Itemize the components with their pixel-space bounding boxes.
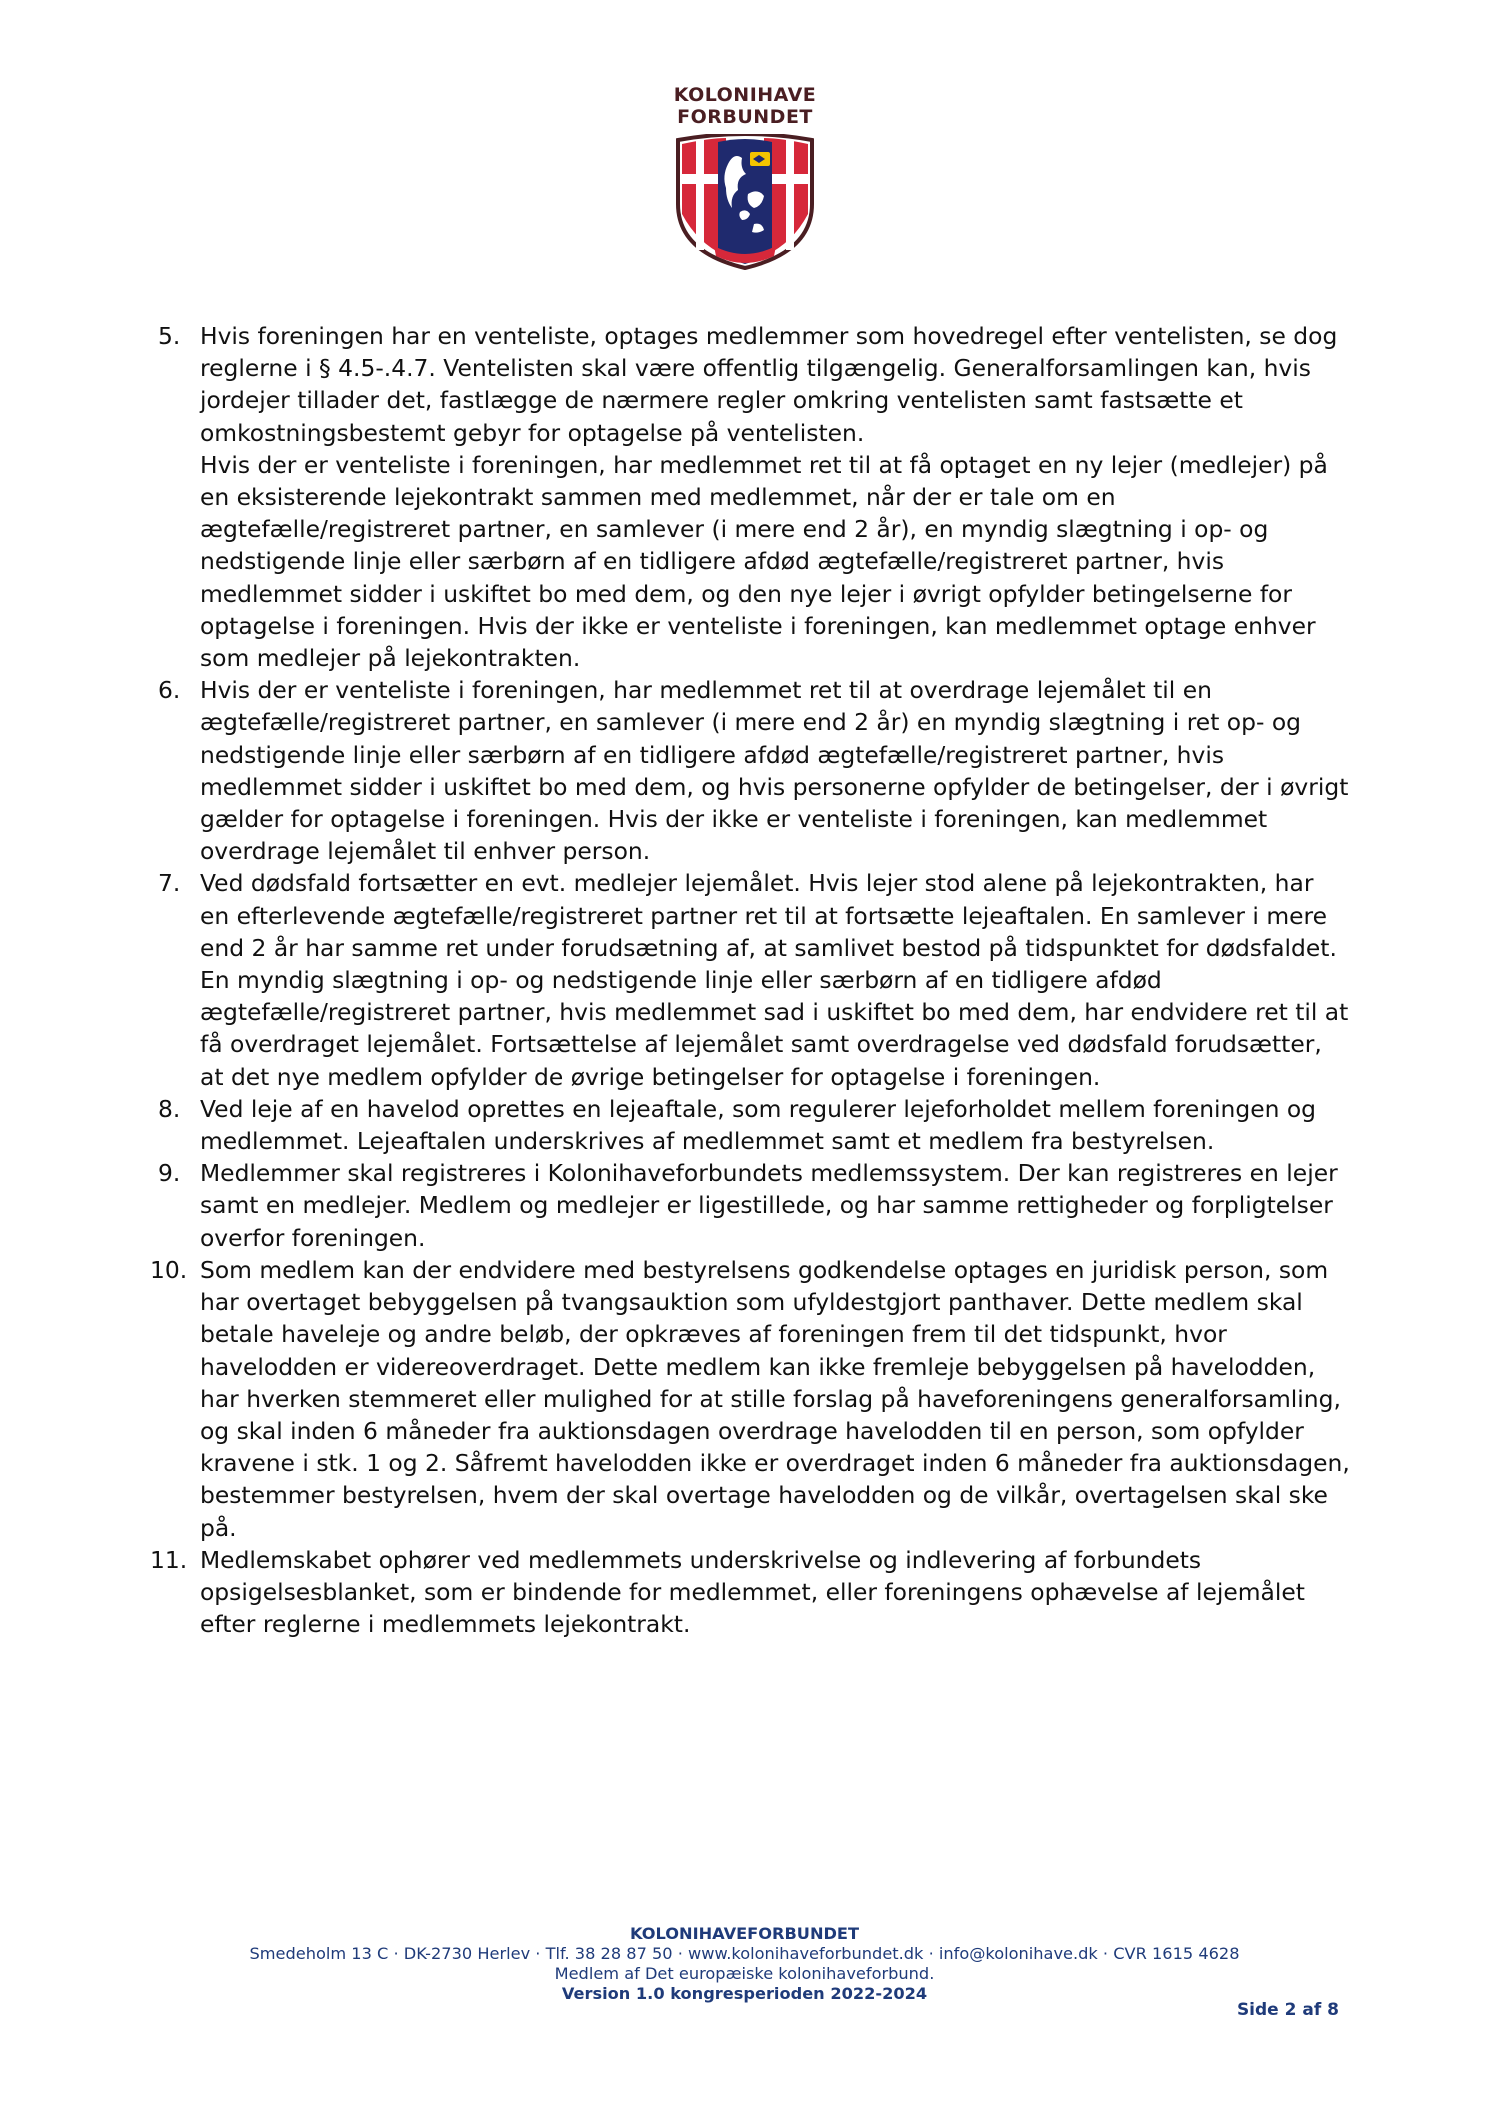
- rules-list: [150, 320, 1350, 1640]
- rule-number: 8.: [158, 1094, 181, 1123]
- rule-paragraph: Hvis foreningen har en venteliste, optages medlemmer som hovedregel efter ventelisten, se dog reglerne i § 4.5-.4.7. Ventelisten skal være offentlig tilgængelig. Generalforsamlingen kan, hvis jordejer tillader det, fastlægge de nærmere regler omkring ventelisten samt fastsætte et omkostningsbestemt gebyr for optagelse på ventelisten.: [200, 322, 1338, 447]
- rule-number: 5.: [158, 322, 181, 350]
- rule-paragraph: Medlemmer skal registreres i Kolonihaveforbundets medlemssystem. Der kan registreres en lejer samt en medlejer. Medlem og medlejer er ligestillede, og har samme rettigheder og forpligtelser overfor foreningen.: [200, 1159, 1338, 1252]
- logo-text-line1: KOLONIHAVE: [673, 84, 817, 106]
- rule-item-11: [150, 1544, 1350, 1641]
- logo-text-line2: FORBUNDET: [677, 106, 813, 128]
- rule-paragraph: Medlemskabet ophører ved medlemmets underskrivelse og indlevering af forbundets opsigelsesblanket, som er bindende for medlemmet, eller foreningens ophævelse af lejemålet efter reglerne i medlemmets lejekontrakt.: [200, 1545, 1305, 1639]
- footer-address: Smedeholm 13 C · DK-2730 Herlev · Tlf. 38 28 87 50 · www.kolonihaveforbundet.dk · info@kolonihave.dk · CVR 1615 4628: [249, 1944, 1240, 1963]
- shield-emblem-icon: [670, 134, 820, 270]
- page-footer: [0, 1924, 1489, 2004]
- rule-number: 6.: [158, 676, 181, 705]
- footer-version: Version 1.0 kongresperioden 2022-2024: [561, 1984, 928, 2003]
- rule-number: 9.: [158, 1159, 181, 1188]
- kolonihaveforbundet-logo: [662, 84, 828, 270]
- rule-number: 10.: [150, 1255, 188, 1284]
- rule-paragraph: Ved leje af en havelod oprettes en lejeaftale, som regulerer lejeforholdet mellem foreningen og medlemmet. Lejeaftalen underskrives af medlemmet samt et medlem fra bestyrelsen.: [200, 1094, 1317, 1156]
- rule-item-10: [150, 1254, 1350, 1544]
- rule-item-7: [150, 867, 1350, 1092]
- rule-number: 11.: [150, 1545, 188, 1574]
- rule-item-6: [150, 674, 1350, 867]
- rule-paragraph: Hvis der er venteliste i foreningen, har medlemmet ret til at få optaget en ny lejer (medlejer) på en eksisterende lejekontrakt sammen med medlemmet, når der er tale om en ægtefælle/registreret partner, en samlever (i mere end 2 år), en myndig slægtning i op- og nedstigende linje eller særbørn af en tidligere afdød ægtefælle/registreret partner, hvis medlemmet sidder i uskiftet bo med dem, og den nye lejer i øvrigt opfylder betingelserne for optagelse i foreningen. Hvis der ikke er venteliste i foreningen, kan medlemmet optage enhver som medlejer på lejekontrakten.: [200, 450, 1328, 673]
- rule-item-8: [150, 1093, 1350, 1157]
- rule-paragraph: Som medlem kan der endvidere med bestyrelsens godkendelse optages en juridisk person, som har overtaget bebyggelsen på tvangsauktion som ufyldestgjort panthaver. Dette medlem skal betale haveleje og andre beløb, der opkræves af foreningen frem til det tidspunkt, hvor havelodden er videreoverdraget. Dette medlem kan ikke fremleje bebyggelsen på havelodden, har hverken stemmeret eller mulighed for at stille forslag på haveforeningens generalforsamling, og skal inden 6 måneder fra auktionsdagen overdrage havelodden til en person, som opfylder kravene i stk. 1 og 2. Såfremt havelodden ikke er overdraget inden 6 måneder fra auktionsdagen, bestemmer bestyrelsen, hvem der skal overtage havelodden og de vilkår, overtagelsen skal ske på.: [200, 1255, 1350, 1542]
- rule-paragraph: Hvis der er venteliste i foreningen, har medlemmet ret til at overdrage lejemålet til en ægtefælle/registreret partner, en samlever (i mere end 2 år) en myndig slægtning i ret op- og nedstigende linje eller særbørn af en tidligere afdød ægtefælle/registreret partner, hvis medlemmet sidder i uskiftet bo med dem, og hvis personerne opfylder de betingelser, der i øvrigt gælder for optagelse i foreningen. Hvis der ikke er venteliste i foreningen, kan medlemmet overdrage lejemålet til enhver person.: [200, 676, 1349, 866]
- footer-membership: Medlem af Det europæiske kolonihaveforbund.: [554, 1964, 935, 1983]
- rule-number: 7.: [158, 869, 181, 898]
- rule-item-5: [150, 320, 1350, 674]
- rule-paragraph: Ved dødsfald fortsætter en evt. medlejer lejemålet. Hvis lejer stod alene på lejekontrakten, har en efterlevende ægtefælle/registreret partner ret til at fortsætte lejeaftalen. En samlever i mere end 2 år har samme ret under forudsætning af, at samlivet bestod på tidspunktet for dødsfaldet. En myndig slægtning i op- og nedstigende linje eller særbørn af en tidligere afdød ægtefælle/registreret partner, hvis medlemmet sad i uskiftet bo med dem, har endvidere ret til at få overdraget lejemålet. Fortsættelse af lejemålet samt overdragelse ved dødsfald forudsætter, at det nye medlem opfylder de øvrige betingelser for optagelse i foreningen.: [200, 869, 1349, 1091]
- footer-organization: KOLONIHAVEFORBUNDET: [629, 1924, 860, 1943]
- rule-item-9: [150, 1157, 1350, 1254]
- document-body: [150, 320, 1350, 1640]
- page-number: Side 2 af 8: [1236, 2000, 1339, 2020]
